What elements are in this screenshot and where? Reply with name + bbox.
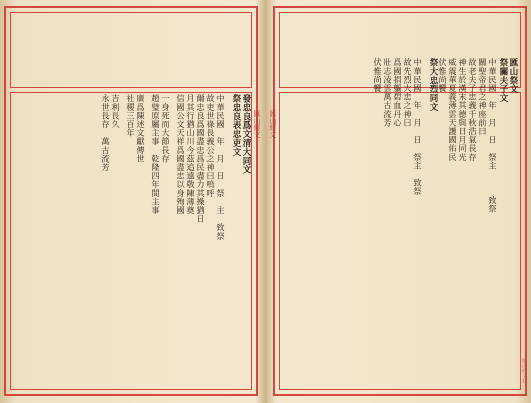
text-column: 中華民國 年 月 日 祭 主 致祭 bbox=[216, 94, 226, 241]
text-column: 祭忠良表忠吏文 bbox=[231, 94, 241, 157]
publisher-stamp: 匯山經文社 bbox=[521, 358, 527, 383]
text-column: 壯志凌雲萬古流芳 bbox=[383, 58, 393, 127]
text-column: 威震華夏義薄雲天護國佑民 bbox=[448, 58, 458, 162]
text-column: 故老夫子忠義千秋浩氣長存 bbox=[468, 58, 478, 162]
text-column: 祭關夫子文 bbox=[498, 58, 508, 103]
left-text-columns bbox=[101, 94, 250, 386]
text-column: 伏惟尚饗 bbox=[373, 58, 383, 93]
text-column: 發忠良爲文清大同文 bbox=[241, 94, 251, 175]
text-column: 祭大忠烈同文 bbox=[428, 58, 438, 112]
text-column: 神生於漢末其德與日月同光 bbox=[458, 58, 468, 162]
text-column: 永世長存 萬古流芳 bbox=[101, 94, 111, 172]
text-column: 中華民國 年 月 日 祭主 致祭 bbox=[488, 58, 498, 213]
text-column: 爾忠良爲國盡忠爲民盡力其操猶日 bbox=[196, 94, 206, 223]
right-page bbox=[267, 0, 531, 403]
left-page-header-box bbox=[10, 12, 252, 88]
text-column: 中華民國 年 月 日 祭主 致祭 bbox=[413, 58, 423, 196]
right-text-columns bbox=[373, 58, 517, 386]
text-column: 故吏世祿長義公之神曰嗚呼 bbox=[206, 94, 216, 198]
text-column: 月其行猶山川今茲追遠敬陳薄奠 bbox=[186, 94, 196, 215]
text-column: 爲國捐軀碧血丹心 bbox=[393, 58, 403, 127]
text-column: 信國公文天祥爲國盡忠以身殉國 bbox=[176, 94, 186, 215]
text-column: 關聖帝君之神座前曰 bbox=[478, 58, 488, 136]
left-fold-label: 匯山經文 bbox=[253, 110, 261, 138]
text-column: 故先烈大忠之神曰 bbox=[403, 58, 413, 127]
text-column: 伏惟尚饗 bbox=[438, 58, 448, 93]
text-column: 匯山祭文 bbox=[508, 58, 518, 94]
left-page bbox=[0, 0, 264, 403]
right-fold-label: 匯山經文 bbox=[269, 110, 277, 138]
text-column: 社稷三百年 bbox=[126, 94, 136, 137]
text-column: 吉利長久 bbox=[111, 94, 121, 129]
text-column: 趙璧原屬主事 乾隆四年間主事 bbox=[151, 94, 161, 215]
text-column: 一身死而大節長存 bbox=[161, 94, 171, 163]
text-column: 廣爲陳述文獻傳世 bbox=[136, 94, 146, 163]
